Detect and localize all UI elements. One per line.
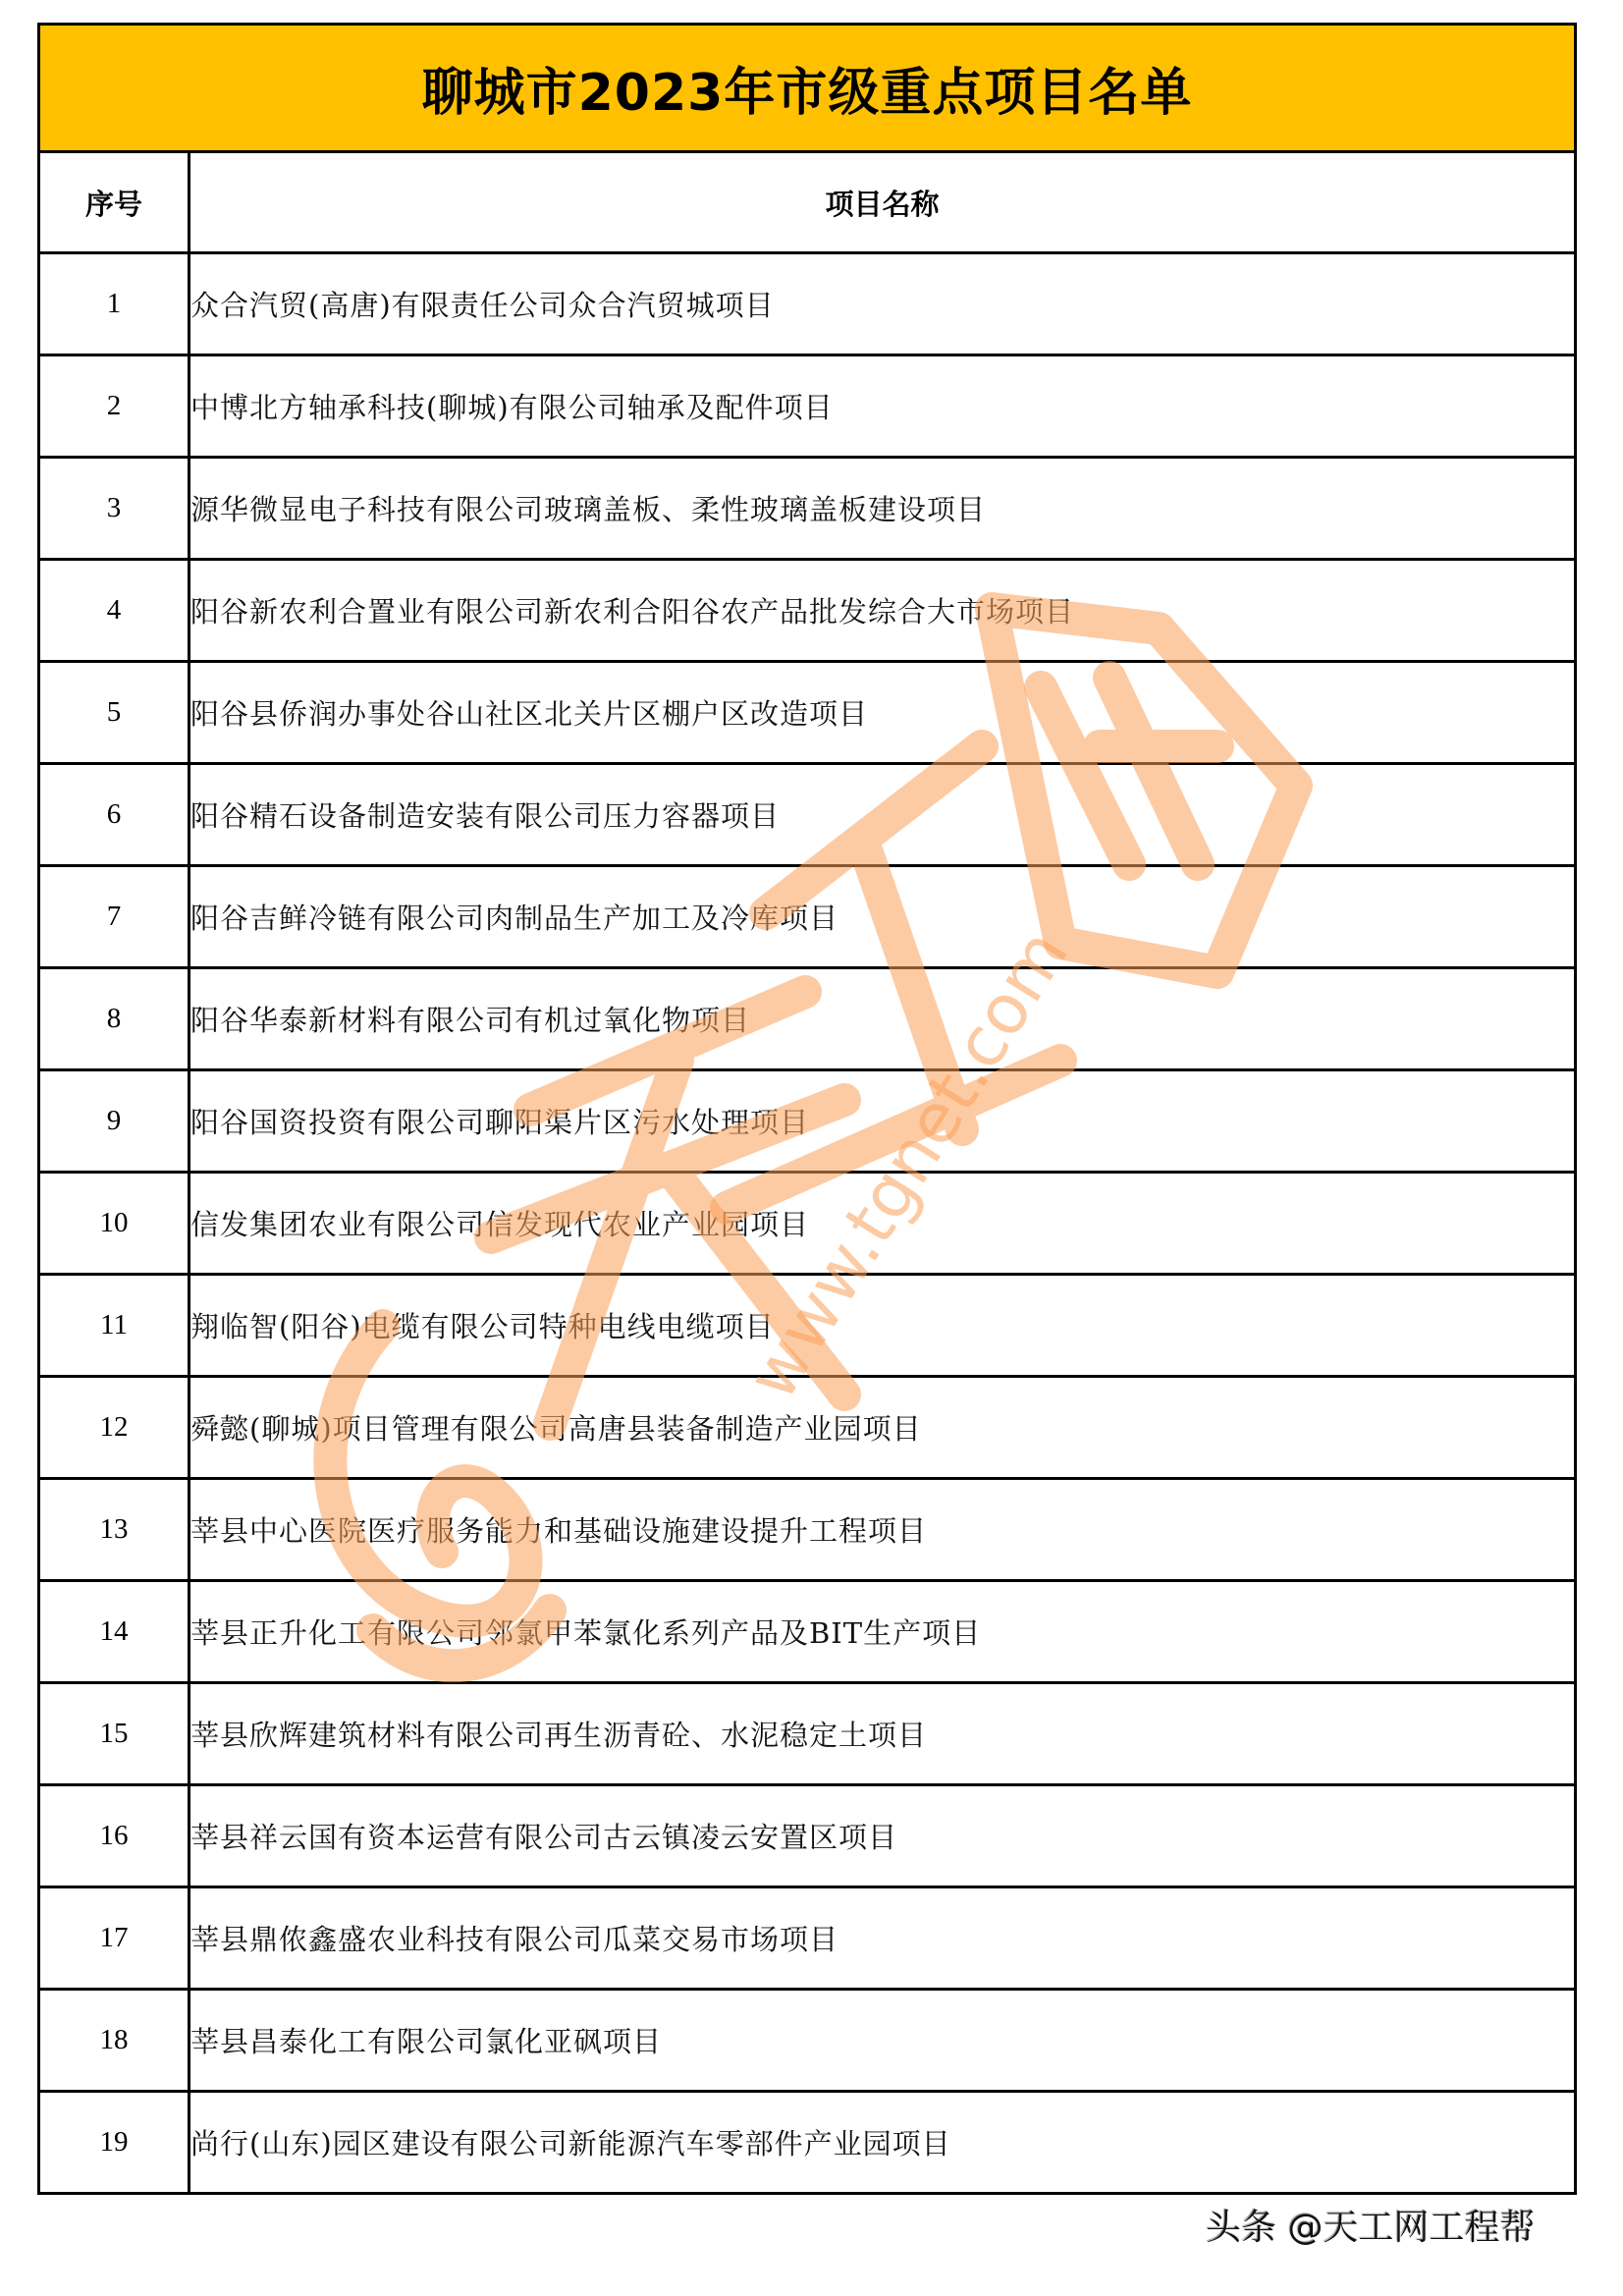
project-name: 莘县欣辉建筑材料有限公司再生沥青砼、水泥稳定土项目 — [189, 1683, 1576, 1785]
header-row — [39, 152, 1576, 253]
project-name: 中博北方轴承科技(聊城)有限公司轴承及配件项目 — [189, 355, 1576, 458]
project-name: 源华微显电子科技有限公司玻璃盖板、柔性玻璃盖板建设项目 — [189, 458, 1576, 560]
table-row — [39, 355, 1576, 458]
table-row — [39, 458, 1576, 560]
row-index: 10 — [39, 1173, 189, 1275]
page-title: 聊城市2023年市级重点项目名单 — [39, 25, 1576, 152]
row-index: 17 — [39, 1887, 189, 1990]
table-row — [39, 968, 1576, 1070]
table-row — [39, 2092, 1576, 2194]
table-row — [39, 1479, 1576, 1581]
project-name: 莘县正升化工有限公司邻氯甲苯氯化系列产品及BIT生产项目 — [189, 1581, 1576, 1683]
row-index: 16 — [39, 1785, 189, 1887]
column-header-name: 项目名称 — [189, 152, 1576, 253]
table-row — [39, 1887, 1576, 1990]
row-index: 19 — [39, 2092, 189, 2194]
row-index: 1 — [39, 253, 189, 355]
table-row — [39, 1377, 1576, 1479]
row-index: 14 — [39, 1581, 189, 1683]
row-index: 3 — [39, 458, 189, 560]
table-body — [39, 253, 1576, 2194]
project-name: 阳谷精石设备制造安装有限公司压力容器项目 — [189, 764, 1576, 866]
row-index: 11 — [39, 1275, 189, 1377]
title-row — [39, 25, 1576, 152]
row-index: 5 — [39, 662, 189, 764]
project-name: 舜懿(聊城)项目管理有限公司高唐县装备制造产业园项目 — [189, 1377, 1576, 1479]
row-index: 18 — [39, 1990, 189, 2092]
project-name: 莘县中心医院医疗服务能力和基础设施建设提升工程项目 — [189, 1479, 1576, 1581]
table-row — [39, 1581, 1576, 1683]
project-list-sheet — [37, 23, 1577, 2195]
table-row — [39, 253, 1576, 355]
table-row — [39, 560, 1576, 662]
row-index: 7 — [39, 866, 189, 968]
row-index: 4 — [39, 560, 189, 662]
table-row — [39, 764, 1576, 866]
row-index: 6 — [39, 764, 189, 866]
row-index: 13 — [39, 1479, 189, 1581]
footer-credit: 头条 @天工网工程帮 — [1206, 2208, 1536, 2248]
row-index: 8 — [39, 968, 189, 1070]
project-name: 莘县鼎侬鑫盛农业科技有限公司瓜菜交易市场项目 — [189, 1887, 1576, 1990]
row-index: 9 — [39, 1070, 189, 1173]
watermark-url: www.tgnet.com — [730, 915, 1084, 1414]
project-name: 阳谷县侨润办事处谷山社区北关片区棚户区改造项目 — [189, 662, 1576, 764]
row-index: 2 — [39, 355, 189, 458]
row-index: 15 — [39, 1683, 189, 1785]
table-row — [39, 1785, 1576, 1887]
project-name: 阳谷吉鲜冷链有限公司肉制品生产加工及冷库项目 — [189, 866, 1576, 968]
row-index: 12 — [39, 1377, 189, 1479]
project-name: 莘县祥云国有资本运营有限公司古云镇凌云安置区项目 — [189, 1785, 1576, 1887]
project-name: 翔临智(阳谷)电缆有限公司特种电线电缆项目 — [189, 1275, 1576, 1377]
table-row — [39, 1173, 1576, 1275]
project-name: 阳谷新农利合置业有限公司新农利合阳谷农产品批发综合大市场项目 — [189, 560, 1576, 662]
table-row — [39, 662, 1576, 764]
project-name: 莘县昌泰化工有限公司氯化亚砜项目 — [189, 1990, 1576, 2092]
table-row — [39, 866, 1576, 968]
project-name: 阳谷华泰新材料有限公司有机过氧化物项目 — [189, 968, 1576, 1070]
project-name: 众合汽贸(高唐)有限责任公司众合汽贸城项目 — [189, 253, 1576, 355]
project-name: 尚行(山东)园区建设有限公司新能源汽车零部件产业园项目 — [189, 2092, 1576, 2194]
table-row — [39, 1990, 1576, 2092]
project-name: 信发集团农业有限公司信发现代农业产业园项目 — [189, 1173, 1576, 1275]
table-row — [39, 1275, 1576, 1377]
project-list-table — [37, 23, 1577, 2195]
table-row — [39, 1683, 1576, 1785]
column-header-index: 序号 — [39, 152, 189, 253]
table-row — [39, 1070, 1576, 1173]
project-name: 阳谷国资投资有限公司聊阳渠片区污水处理项目 — [189, 1070, 1576, 1173]
